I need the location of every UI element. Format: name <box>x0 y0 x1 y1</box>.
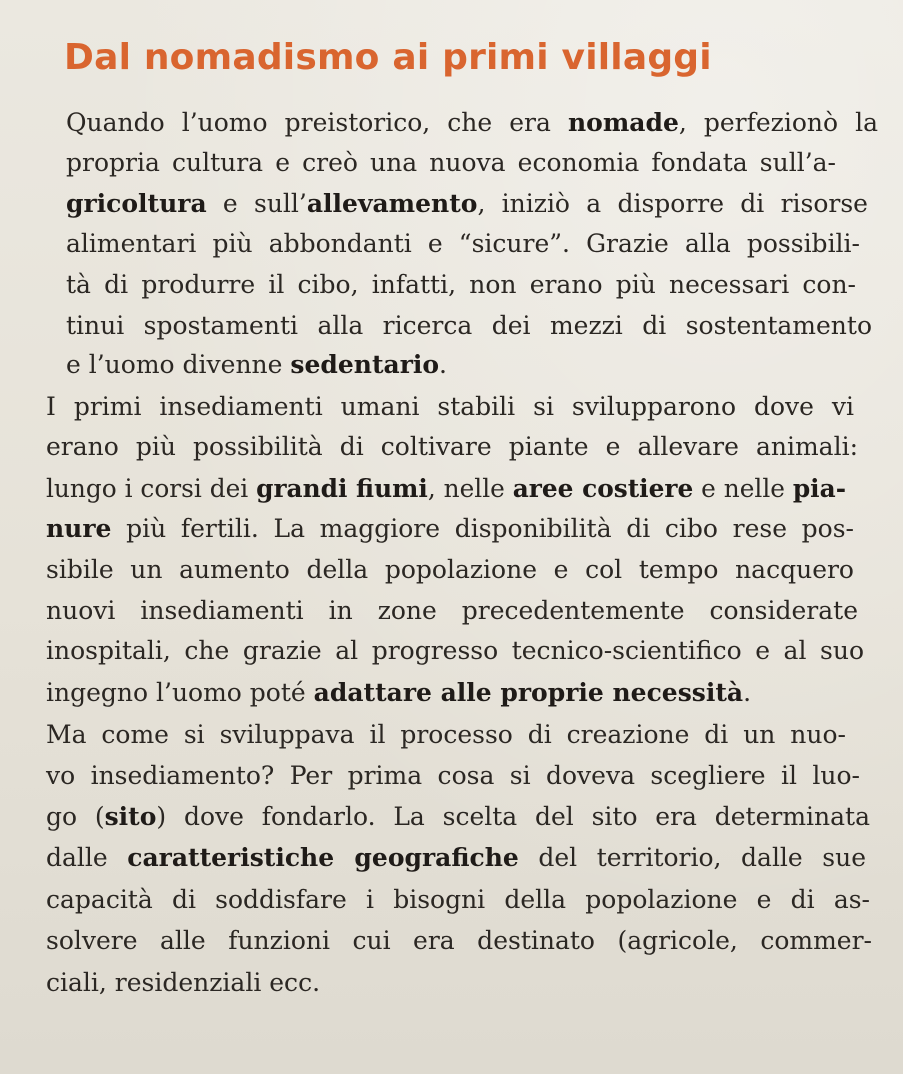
text-run: . <box>439 350 447 379</box>
text-run: . <box>743 678 752 707</box>
text-line <box>66 104 878 142</box>
text-run: sibile un aumento della popolazione e col tempo nacquero <box>46 555 854 584</box>
text-line <box>46 881 870 919</box>
text-run: e l’uomo divenne <box>66 350 291 379</box>
text-line <box>66 144 836 182</box>
bold-term: nure <box>46 514 112 543</box>
text-run: inospitali, che grazie al progresso tecnico-scientifico e al suo <box>46 636 864 665</box>
text-run: e sull’ <box>206 189 307 218</box>
text-line <box>46 470 846 508</box>
text-line <box>66 225 860 263</box>
text-run: più fertili. La maggiore disponibilità di cibo rese pos- <box>111 514 854 543</box>
text-line <box>66 185 868 223</box>
text-run: ciali, residenziali ecc. <box>46 968 321 997</box>
text-run: , perfezionò la <box>678 108 878 137</box>
text-line <box>46 922 872 960</box>
text-run: erano più possibilità di coltivare piante e allevare animali: <box>46 432 858 461</box>
text-line <box>46 388 854 426</box>
text-run: , iniziò a disporre di risorse <box>477 189 868 218</box>
text-run: capacità di soddisfare i bisogni della popolazione e di as- <box>46 885 870 914</box>
text-line <box>46 551 854 589</box>
text-line <box>46 674 751 712</box>
text-line <box>46 757 860 795</box>
text-run: alimentari più abbondanti e “sicure”. Grazie alla possibili- <box>66 229 860 258</box>
text-line <box>46 632 864 670</box>
text-line <box>46 964 320 1002</box>
bold-term: aree costiere <box>512 474 694 503</box>
bold-term: allevamento <box>306 189 478 218</box>
text-line <box>66 346 447 384</box>
text-run: propria cultura e creò una nuova economia fondata sull’a- <box>66 148 836 177</box>
text-run: go ( <box>46 802 105 831</box>
text-run: e nelle <box>693 474 793 503</box>
bold-term: pia- <box>792 474 846 503</box>
text-run: tà di produrre il cibo, infatti, non erano più necessari con- <box>66 270 856 299</box>
section-title: Dal nomadismo ai primi villaggi <box>64 37 712 78</box>
text-line <box>46 839 866 877</box>
text-line <box>46 592 858 630</box>
text-run: ) dove fondarlo. La scelta del sito era determinata <box>156 802 870 831</box>
text-run: ingegno l’uomo poté <box>46 678 314 707</box>
text-run: tinui spostamenti alla ricerca dei mezzi di sostentamento <box>66 311 872 340</box>
text-run: nuovi insediamenti in zone precedentemente considerate <box>46 596 858 625</box>
text-line <box>46 798 870 836</box>
text-run: lungo i corsi dei <box>46 474 257 503</box>
text-run: Ma come si sviluppava il processo di creazione di un nuo- <box>46 720 846 749</box>
text-run: I primi insediamenti umani stabili si svilupparono dove vi <box>46 392 854 421</box>
bold-term: caratteristiche geografiche <box>127 843 519 872</box>
text-line <box>66 266 856 304</box>
bold-term: gricoltura <box>66 189 207 218</box>
bold-term: sedentario <box>290 350 440 379</box>
text-run: vo insediamento? Per prima cosa si doveva scegliere il luo- <box>46 761 860 790</box>
bold-term: adattare alle proprie necessità <box>313 678 744 707</box>
bold-term: nomade <box>567 108 679 137</box>
text-line <box>46 510 854 548</box>
text-line <box>46 428 858 466</box>
bold-term: sito <box>104 802 157 831</box>
text-run: dalle <box>46 843 128 872</box>
text-run: , nelle <box>427 474 513 503</box>
text-run: del territorio, dalle sue <box>518 843 866 872</box>
text-run: Quando l’uomo preistorico, che era <box>66 108 568 137</box>
text-line <box>46 716 846 754</box>
text-run: solvere alle funzioni cui era destinato (agricole, commer- <box>46 926 872 955</box>
bold-term: grandi fiumi <box>256 474 428 503</box>
text-line <box>66 307 872 345</box>
